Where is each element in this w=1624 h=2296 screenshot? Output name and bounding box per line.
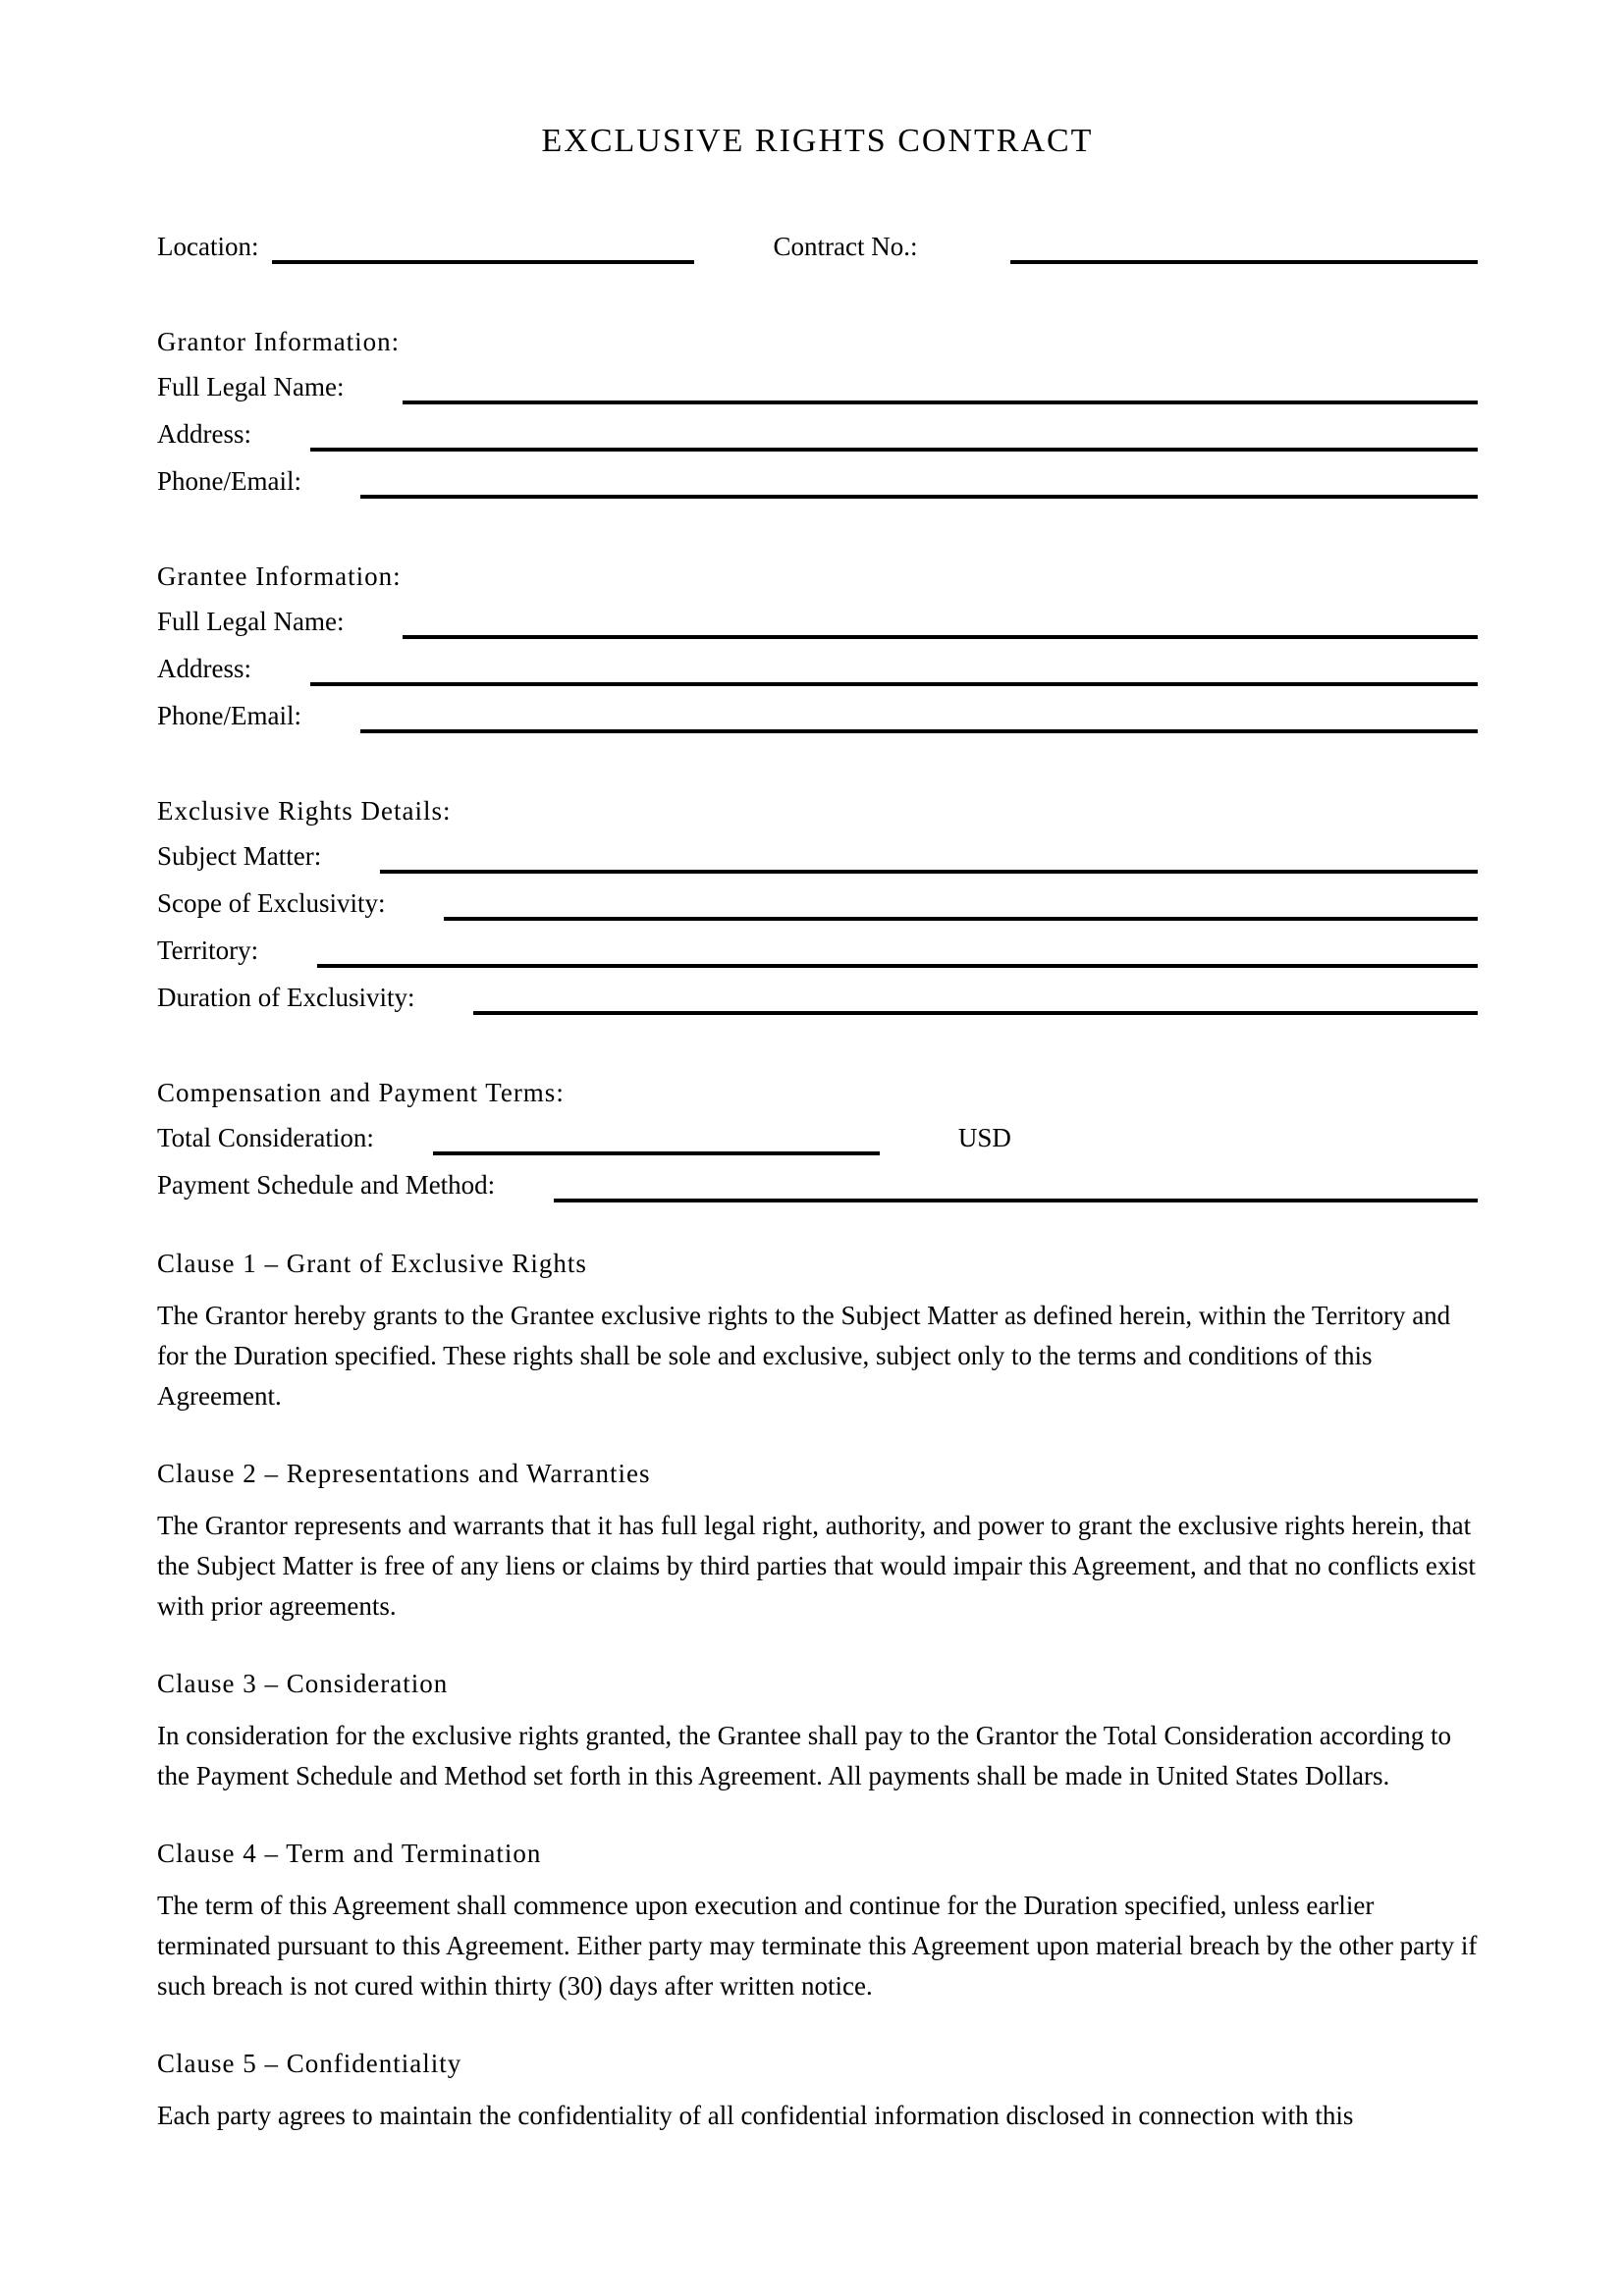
grantor-phone-email-row [157,455,1478,503]
grantee-phone-email-blank[interactable] [360,729,1478,733]
grantor-phone-email-label: Phone/Email: [157,466,301,496]
grantee-phone-email-row [157,690,1478,737]
total-consideration-label: Total Consideration: [157,1123,374,1152]
duration-row [157,972,1478,1019]
compensation-section [157,1073,1478,1206]
page-title: EXCLUSIVE RIGHTS CONTRACT [541,123,1094,159]
grantee-address-blank[interactable] [310,682,1478,686]
clause-2-heading: Clause 2 – Representations and Warranties [157,1459,651,1488]
clause-3 [157,1664,1478,1796]
clause-3-heading: Clause 3 – Consideration [157,1669,449,1698]
header-fields-row [157,219,1478,268]
subject-matter-row [157,830,1478,878]
payment-schedule-row [157,1159,1478,1206]
location-blank[interactable] [272,260,694,264]
compensation-heading: Compensation and Payment Terms: [157,1078,565,1107]
rights-details-heading: Exclusive Rights Details: [157,796,452,826]
territory-label: Territory: [157,935,259,965]
grantor-section-heading: Grantor Information: [157,327,401,356]
grantee-name-label: Full Legal Name: [157,607,345,636]
clause-2-body: The Grantor represents and warrants that it has full legal right, authority, and power to grant the exclusive rights herein, that the Subject Matter is free of any liens or claims by third parties that would impair this Agreement, and that no conflicts exist with prior agreements. [157,1511,1476,1621]
grantee-address-label: Address: [157,654,251,683]
payment-schedule-label: Payment Schedule and Method: [157,1170,496,1200]
grantor-address-label: Address: [157,419,251,449]
subject-matter-label: Subject Matter: [157,841,322,871]
currency-label: USD [957,1123,1011,1152]
grantee-address-row [157,643,1478,690]
clause-3-body: In consideration for the exclusive rights granted, the Grantee shall pay to the Grantor the Total Consideration according to the Payment Schedule and Method set forth in this Agreement. All payments shall be made in United States Dollars. [157,1721,1451,1790]
grantee-phone-email-label: Phone/Email: [157,701,301,730]
payment-schedule-blank[interactable] [554,1199,1478,1202]
total-consideration-blank[interactable] [433,1151,880,1155]
clause-4-heading: Clause 4 – Term and Termination [157,1839,542,1868]
clause-1-body: The Grantor hereby grants to the Grantee exclusive rights to the Subject Matter as defined herein, within the Territory and for the Duration specified. These rights shall be sole and exclusive, subject only to the terms and conditions of this Agreement. [157,1301,1451,1411]
scope-label: Scope of Exclusivity: [157,888,386,918]
grantor-phone-email-blank[interactable] [360,495,1478,499]
contract-no-label: Contract No.: [773,232,918,261]
contract-no-blank[interactable] [1010,260,1478,264]
duration-blank[interactable] [473,1011,1478,1015]
territory-blank[interactable] [317,964,1478,968]
clause-5 [157,2044,1478,2136]
clause-2 [157,1454,1478,1627]
scope-blank[interactable] [444,917,1478,921]
clause-4 [157,1834,1478,2006]
rights-details-section [157,791,1478,1019]
grantor-name-label: Full Legal Name: [157,372,345,401]
clause-1 [157,1244,1478,1416]
clause-1-heading: Clause 1 – Grant of Exclusive Rights [157,1249,587,1278]
grantor-section [157,322,1478,503]
grantee-name-blank[interactable] [403,635,1478,639]
subject-matter-blank[interactable] [380,870,1478,874]
total-consideration-row [157,1112,1478,1159]
grantee-section-heading: Grantee Information: [157,561,402,591]
clause-4-body: The term of this Agreement shall commence upon execution and continue for the Duration specified, unless earlier terminated pursuant to this Agreement. Either party may terminate this Agreement upon material breach by the other party if such breach is not cured within thirty (30) days after written notice. [157,1891,1478,2001]
grantor-address-row [157,408,1478,455]
duration-label: Duration of Exclusivity: [157,983,415,1012]
clause-5-heading: Clause 5 – Confidentiality [157,2049,462,2078]
territory-row [157,925,1478,972]
grantor-address-blank[interactable] [310,448,1478,452]
grantee-section [157,557,1478,737]
scope-row [157,878,1478,925]
grantor-name-row [157,361,1478,408]
grantor-name-blank[interactable] [403,400,1478,404]
grantee-name-row [157,596,1478,643]
clause-5-body: Each party agrees to maintain the confidentiality of all confidential information disclosed in connection with this [157,2101,1354,2130]
location-label: Location: [157,232,259,261]
